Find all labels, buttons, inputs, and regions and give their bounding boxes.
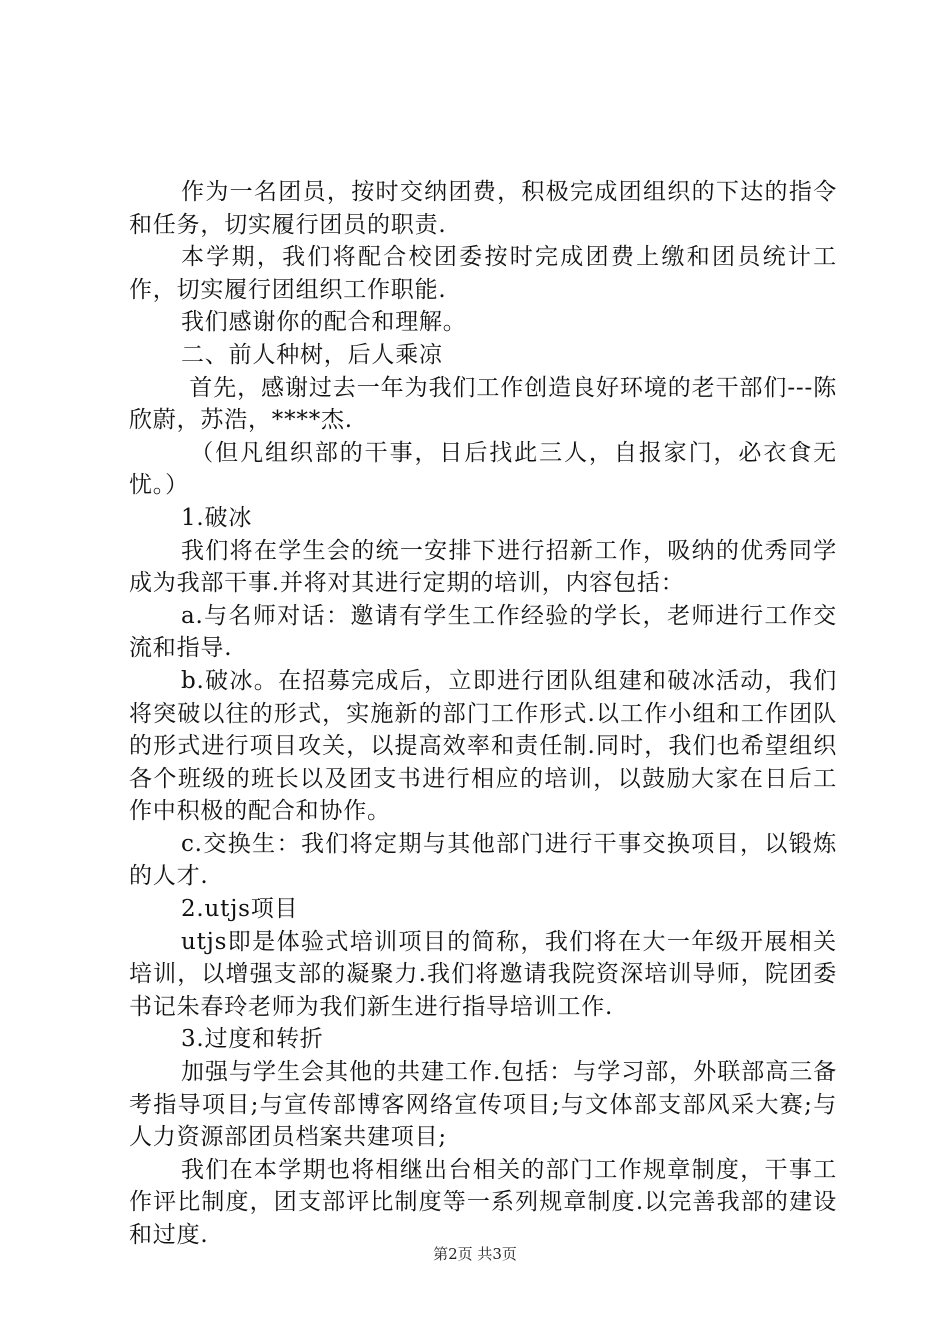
subheading-transition: 3.过度和转折 bbox=[181, 1026, 324, 1053]
subheading-icebreak: 1.破冰 bbox=[181, 504, 253, 531]
paragraph-regulations: 我们在本学期也将相继出台相关的部门工作规章制度，干事工作评比制度，团支部评比制度等一系列规章制度.以完善我部的建设和过度. bbox=[129, 1156, 837, 1248]
page-footer: 第2页 共3页 bbox=[433, 1245, 517, 1263]
paragraph-recruitment: 我们将在学生会的统一安排下进行招新工作，吸纳的优秀同学成为我部干事.并将对其进行定期的培训，内容包括： bbox=[129, 537, 837, 597]
subheading-utjs: 2.utjs项目 bbox=[181, 896, 299, 923]
paragraph-team-member-duty: 作为一名团员，按时交纳团费，积极完成团组织的下达的指令和任务，切实履行团员的职责. bbox=[129, 179, 837, 238]
list-item-a: a.与名师对话：邀请有学生工作经验的学长，老师进行工作交流和指导. bbox=[129, 602, 837, 662]
section-heading-two: 二、前人种树，后人乘凉 bbox=[181, 341, 443, 368]
paragraph-utjs: utjs即是体验式培训项目的简称，我们将在大一年级开展相关培训，以增强支部的凝聚力.我们将邀请我院资深培训导师，院团委书记朱春玲老师为我们新生进行指导培训工作. bbox=[129, 928, 837, 1020]
paragraph-parenthetical-note: （但凡组织部的干事，日后找此三人，自报家门，必衣食无忧。） bbox=[129, 439, 837, 499]
document-body bbox=[129, 176, 837, 1252]
list-item-b: b.破冰。在招募完成后，立即进行团队组建和破冰活动，我们将突破以往的形式，实施新的部门工作形式.以工作小组和工作团队的形式进行项目攻关，以提高效率和责任制.同时，我们也希望组织各个班级的班长以及团支书进行相应的培训，以鼓励大家在日后工作中积极的配合和协作。 bbox=[129, 667, 837, 825]
paragraph-thanks-predecessors: 首先，感谢过去一年为我们工作创造良好环境的老干部们---陈欣蔚，苏浩，****杰. bbox=[129, 374, 837, 434]
paragraph-collaboration: 加强与学生会其他的共建工作.包括：与学习部，外联部高三备考指导项目;与宣传部博客网络宣传项目;与文体部支部风采大赛;与人力资源部团员档案共建项目; bbox=[129, 1059, 837, 1151]
paragraph-thanks: 我们感谢你的配合和理解。 bbox=[181, 309, 467, 336]
list-item-c: c.交换生：我们将定期与其他部门进行干事交换项目，以锻炼的人才. bbox=[129, 830, 837, 890]
paragraph-semester-fee-plan: 本学期，我们将配合校团委按时完成团费上缴和团员统计工作，切实履行团组织工作职能. bbox=[129, 244, 837, 303]
